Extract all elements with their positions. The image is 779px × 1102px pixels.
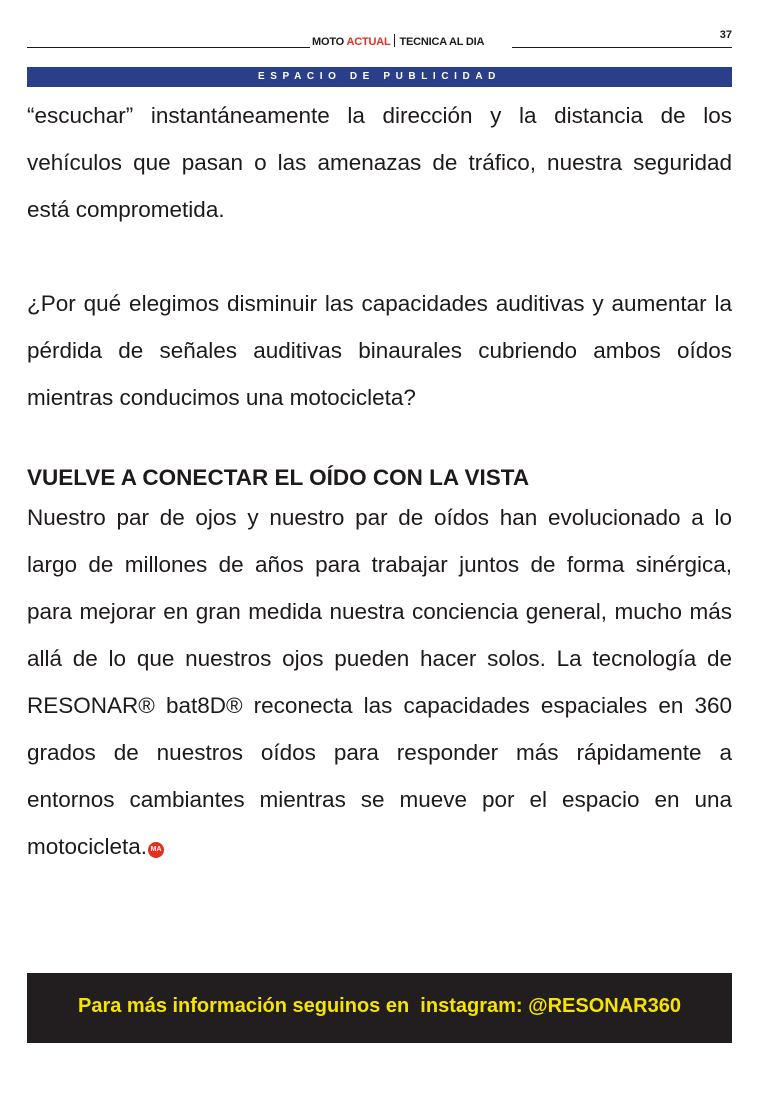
header-brand [312,34,484,48]
section-title: TECNICA AL DIA [399,36,485,48]
header-rule-right [512,47,732,48]
paragraph: “escuchar” instantáneamente la dirección y la distancia de los vehículos que pasan o las amenazas de tráfico, nuestra seguridad está comprometida. [27,103,732,222]
section-heading: VUELVE A CONECTAR EL OÍDO CON LA VISTA [27,465,530,490]
brand-moto: MOTO [312,36,344,48]
page-number: 37 [719,29,732,41]
end-mark-icon: MA [148,842,164,858]
article-body [27,92,732,870]
instagram-info-box: Para más información seguinos en instagram: @RESONAR360 [27,973,732,1043]
paragraph [27,494,732,870]
header-rule-left [27,47,310,48]
brand-actual: ACTUAL [346,36,391,48]
brand-separator [394,34,395,47]
ad-banner: ESPACIO DE PUBLICIDAD [27,67,732,87]
paragraph: ¿Por qué elegimos disminuir las capacidades auditivas y aumentar la pérdida de señales auditivas binaurales cubriendo ambos oídos mientras conducimos una motocicleta? [27,291,732,410]
paragraph-text: Nuestro par de ojos y nuestro par de oídos han evolucionado a lo largo de millones de años para trabajar juntos de forma sinérgica, para mejorar en gran medida nuestra conciencia general, mucho más allá de lo que nuestros ojos pueden hacer solos. La tecnología de RESONAR® bat8D® reconecta las capacidades espaciales en 360 grados de nuestros oídos para responder más rápidamente a entornos cambiantes mientras se mueve por el espacio en una motocicleta. [27,505,732,859]
